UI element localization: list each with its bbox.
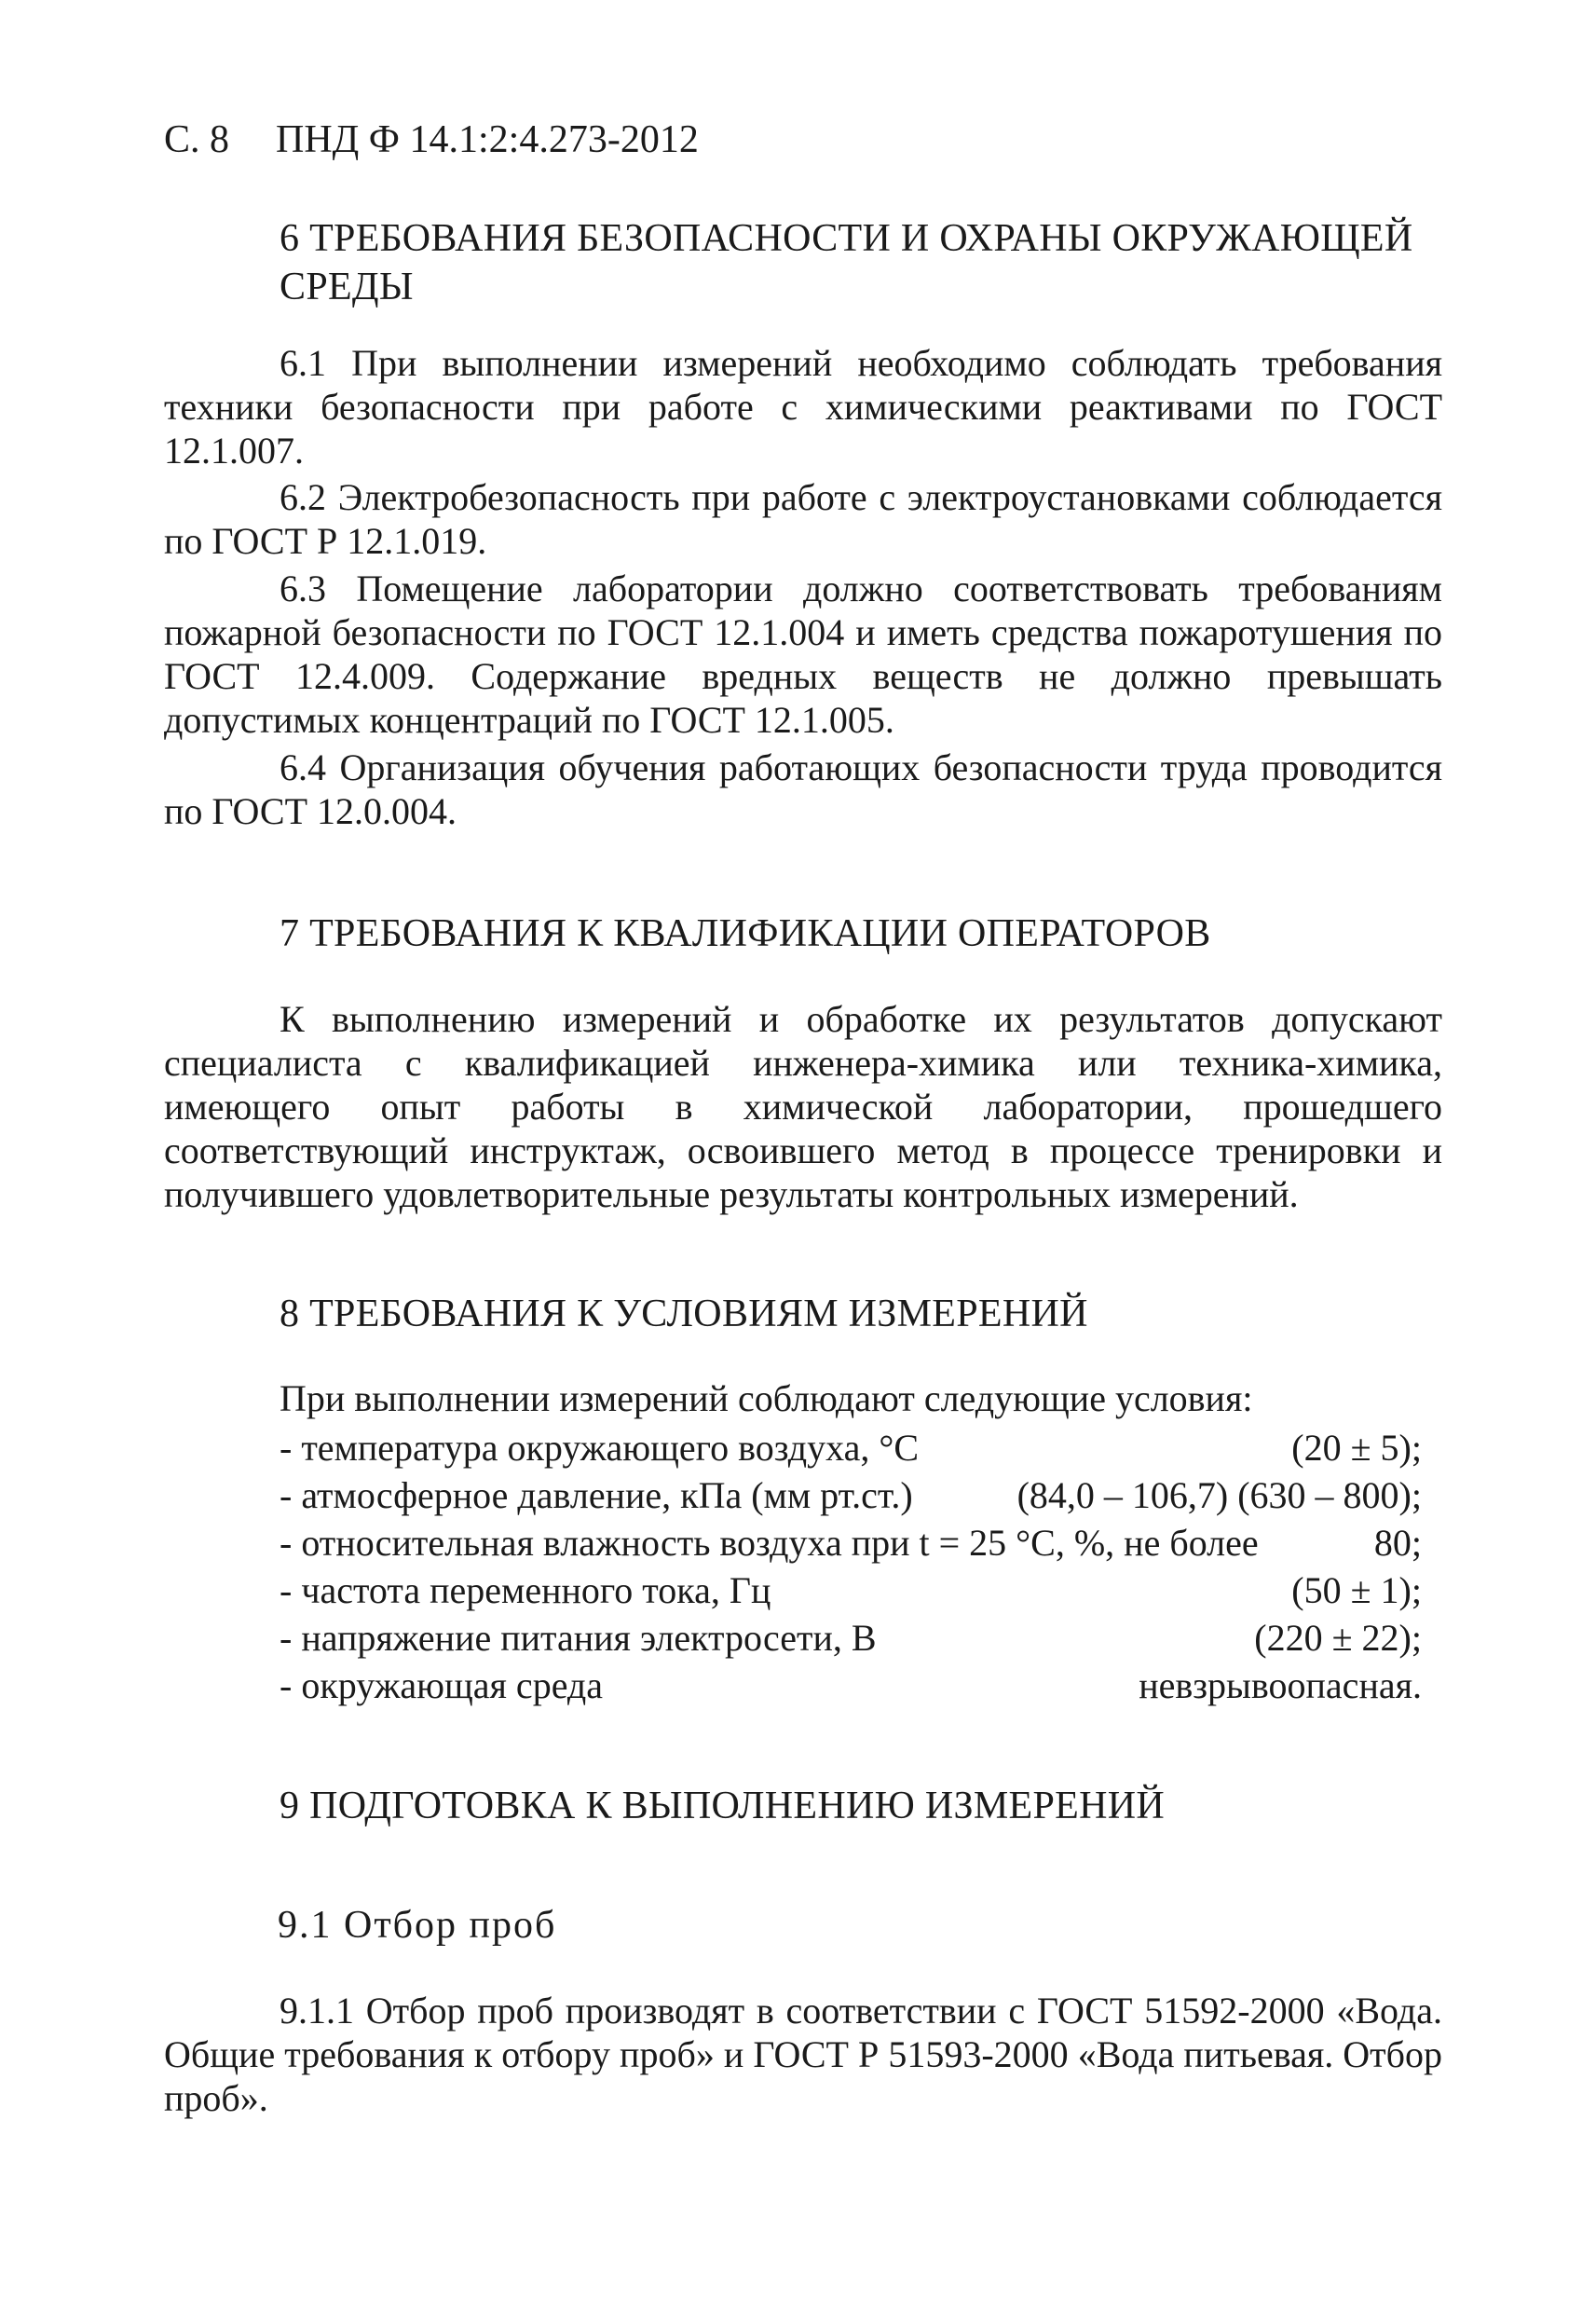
paragraph-6-2: 6.2 Электробезопасность при работе с электроустановками соблюдается по ГОСТ Р 12.1.019. [164,476,1442,562]
subsection-9-1-title: 9.1 Отбор проб [278,1904,557,1947]
section-6-title: 6 ТРЕБОВАНИЯ БЕЗОПАСНОСТИ И ОХРАНЫ ОКРУЖАЮЩЕЙ СРЕДЫ [280,217,1413,308]
section-7-title: 7 ТРЕБОВАНИЯ К КВАЛИФИКАЦИИ ОПЕРАТОРОВ [280,912,1211,955]
paragraph-6-4: 6.4 Организация обучения работающих безопасности труда проводится по ГОСТ 12.0.004. [164,746,1442,832]
condition-value: невзрывоопасная. [1139,1664,1422,1706]
condition-label: - частота переменного тока, Гц [280,1566,771,1614]
condition-label: - напряжение питания электросети, В [280,1614,877,1662]
condition-value: (84,0 – 106,7) (630 – 800); [1016,1474,1422,1516]
page-header [164,116,699,164]
condition-item [280,1424,1422,1471]
condition-value: (50 ± 1); [1291,1569,1422,1611]
condition-item [280,1519,1422,1566]
page-number: С. 8 [164,118,230,161]
paragraph-9-1-1: 9.1.1 Отбор проб производят в соответствии с ГОСТ 51592-2000 «Вода. Общие требования к отбору проб» и ГОСТ Р 51593-2000 «Вода питьевая. Отбор проб». [164,1990,1442,2119]
condition-value: 80; [1373,1522,1422,1564]
condition-value: (220 ± 22); [1254,1617,1422,1659]
condition-item [280,1614,1422,1662]
condition-label: - окружающая среда [280,1662,603,1709]
paragraph-6-3: 6.3 Помещение лаборатории должно соответствовать требованиям пожарной безопасности по ГОСТ 12.1.004 и иметь средства пожаротушения по ГОСТ 12.4.009. Содержание вредных веществ не должно превышать допустимых концентраций по ГОСТ 12.1.005. [164,568,1442,741]
section-8-title: 8 ТРЕБОВАНИЯ К УСЛОВИЯМ ИЗМЕРЕНИЙ [280,1293,1088,1335]
condition-label: - температура окружающего воздуха, °С [280,1424,919,1471]
conditions-list [280,1424,1422,1709]
conditions-intro: При выполнении измерений соблюдают следующие условия: [280,1377,1253,1419]
condition-item [280,1662,1422,1709]
condition-label: - атмосферное давление, кПа (мм рт.ст.) [280,1471,913,1519]
condition-label: - относительная влажность воздуха при t = 25 °С, %, не более [280,1519,1259,1566]
condition-item [280,1566,1422,1614]
document-code: ПНД Ф 14.1:2:4.273-2012 [276,118,699,161]
paragraph-6-1: 6.1 При выполнении измерений необходимо соблюдать требования техники безопасности при работе с химическими реактивами по ГОСТ 12.1.007. [164,342,1442,472]
paragraph-7-1: К выполнению измерений и обработке их результатов допускают специалиста с квалификацией инженера-химика или техника-химика, имеющего опыт работы в химической лаборатории, прошедшего соответствующий инструктаж, освоившего метод в процессе тренировки и получившего удовлетворительные результаты контрольных измерений. [164,998,1442,1215]
section-9-title: 9 ПОДГОТОВКА К ВЫПОЛНЕНИЮ ИЗМЕРЕНИЙ [280,1785,1165,1827]
condition-item [280,1471,1422,1519]
condition-value: (20 ± 5); [1291,1427,1422,1469]
